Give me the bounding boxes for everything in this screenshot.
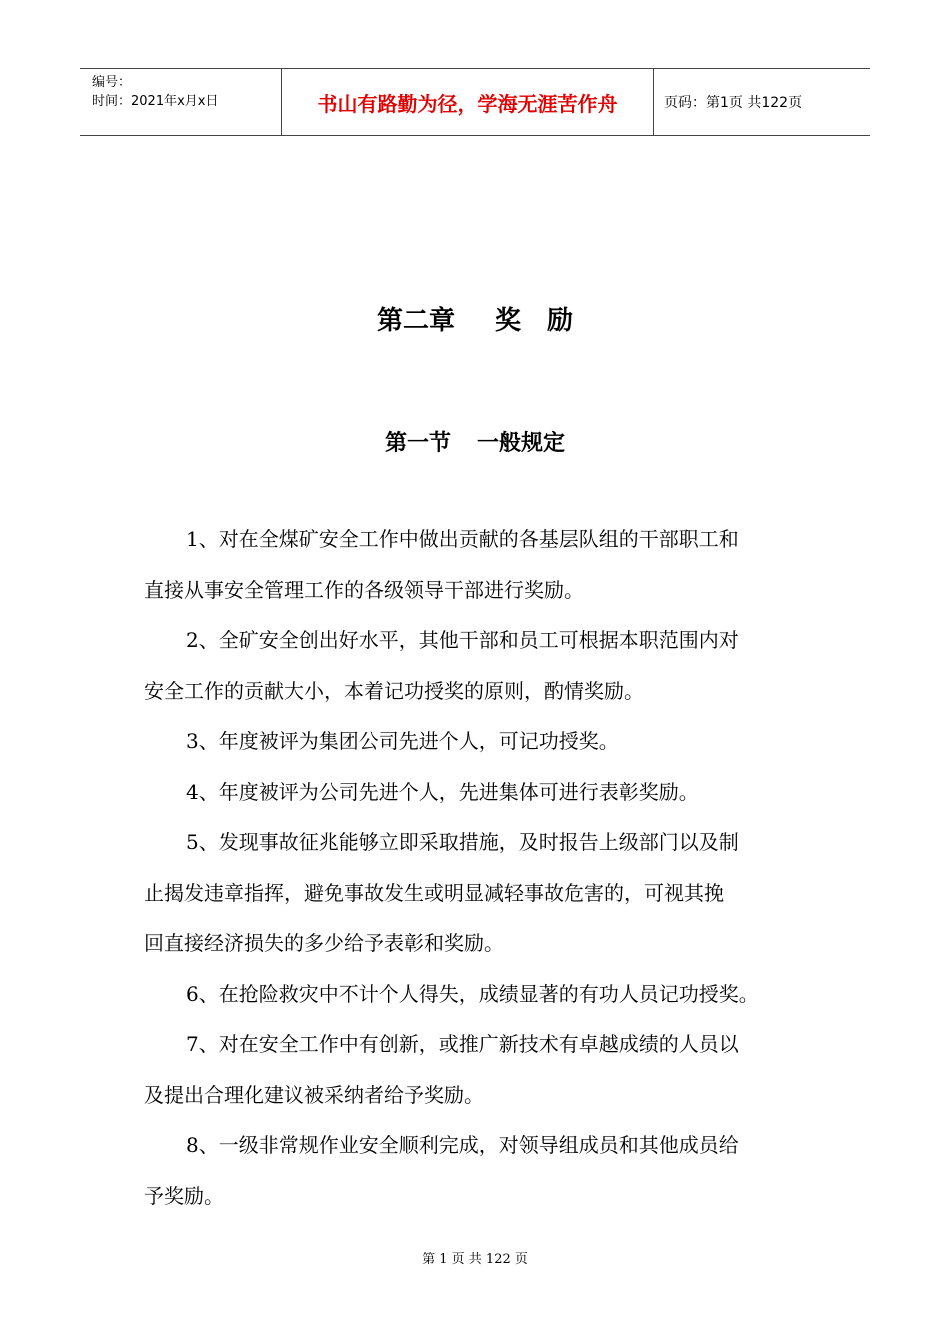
paragraph-line: 及提出合理化建议被采纳者给予奖励。 bbox=[144, 1082, 484, 1107]
section-name: 一般规定 bbox=[477, 431, 566, 456]
header-page-info: 页码：第1页 共122页 bbox=[664, 95, 803, 111]
paragraph bbox=[144, 767, 812, 818]
page-header bbox=[80, 68, 870, 136]
section-title bbox=[0, 426, 950, 457]
paragraph-line: 5、发现事故征兆能够立即采取措施，及时报告上级部门以及制 bbox=[186, 830, 739, 854]
section-number: 第一节 bbox=[384, 431, 451, 456]
header-motto: 书山有路勤为径，学海无涯苦作舟 bbox=[282, 69, 654, 135]
number-label: 编号： bbox=[92, 75, 132, 90]
page-footer: 第 1 页 共 122 页 bbox=[422, 1252, 528, 1267]
paragraph-line: 止揭发违章指挥，避免事故发生或明显减轻事故危害的，可视其挽 bbox=[144, 880, 724, 905]
paragraph bbox=[144, 1019, 812, 1120]
paragraph-line: 予奖励。 bbox=[144, 1183, 224, 1208]
paragraph-line: 回直接经济损失的多少给予表彰和奖励。 bbox=[144, 931, 504, 955]
paragraph bbox=[144, 615, 812, 716]
time-label: 时间：2021年x月x日 bbox=[92, 94, 219, 109]
chapter-title bbox=[0, 300, 950, 337]
paragraph-line: 3、年度被评为集团公司先进个人，可记功授奖。 bbox=[186, 729, 619, 753]
paragraph bbox=[144, 716, 812, 767]
chapter-number: 第二章 bbox=[376, 306, 455, 336]
paragraph-line: 4、年度被评为公司先进个人，先进集体可进行表彰奖励。 bbox=[186, 779, 699, 804]
paragraph-line: 2、全矿安全创出好水平，其他干部和员工可根据本职范围内对 bbox=[186, 628, 739, 652]
header-meta bbox=[80, 69, 282, 135]
paragraph-line: 直接从事安全管理工作的各级领导干部进行奖励。 bbox=[144, 577, 584, 602]
paragraph-line: 8、一级非常规作业安全顺利完成，对领导组成员和其他成员给 bbox=[186, 1133, 739, 1157]
paragraph bbox=[144, 817, 812, 969]
paragraph-line: 6、在抢险救灾中不计个人得失，成绩显著的有功人员记功授奖。 bbox=[186, 981, 759, 1006]
paragraph-line: 安全工作的贡献大小，本着记功授奖的原则，酌情奖励。 bbox=[144, 678, 644, 703]
paragraph-line: 7、对在安全工作中有创新，或推广新技术有卓越成绩的人员以 bbox=[186, 1032, 739, 1056]
paragraph-line: 1、对在全煤矿安全工作中做出贡献的各基层队组的干部职工和 bbox=[186, 527, 739, 551]
chapter-name: 奖 励 bbox=[495, 306, 574, 336]
paragraph bbox=[144, 514, 812, 615]
paragraph bbox=[144, 1120, 812, 1221]
paragraph bbox=[144, 969, 812, 1020]
document-body bbox=[144, 514, 812, 1221]
